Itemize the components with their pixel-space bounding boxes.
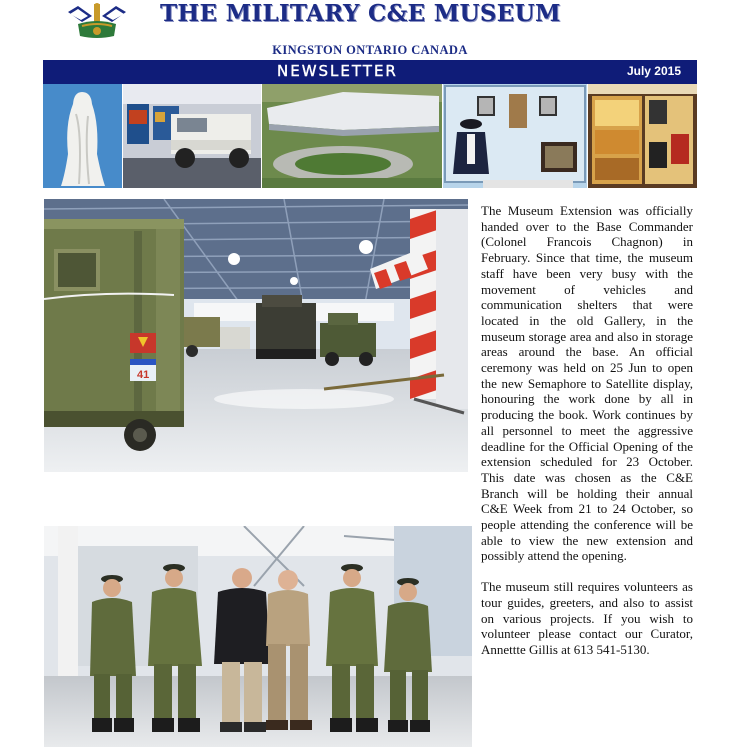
- statue-photo: [43, 84, 122, 188]
- banner-title: NEWSLETTER: [277, 62, 398, 80]
- article-paragraph: The museum still requires volunteers as tour guides, greeters, and also to assist on various projects. If you wish to volunteer please contact our Curator, Annettte Gillis at 613 541-5130.: [481, 579, 693, 657]
- photo-strip: [43, 84, 697, 188]
- uniform-display-photo: [443, 84, 587, 188]
- newsletter-banner: [43, 60, 697, 84]
- article-paragraph: The Museum Extension was officially handed over to the Base Commander (Colonel Francois Chagnon) in February. Since that time, the museum staff have been very busy with the movement of vehicles and communication shelters that were located in the old Gallery, in the museum storage area and also in storage areas around the base. An official ceremony was held on 25 Jun to open the new Semaphore to Satellite display, honouring the work done by all in producing the book. Work continues by all personnel to meet the aggressive deadline for the Official Opening of the extension scheduled for 23 October. This date was chosen as the C&E Branch will be holding their annual C&E Week from 21 to 24 October, so people attending the conference will be able to view the new extension and possibly attend the opening.: [481, 203, 693, 564]
- jeep-display-photo: [123, 84, 261, 188]
- newsletter-article: [481, 203, 693, 673]
- issue-date: July 2015: [626, 64, 681, 78]
- group-photo: [44, 526, 472, 747]
- museum-crest-logo: [64, 2, 130, 40]
- vehicle-number-label: 41: [137, 369, 150, 381]
- display-cabinets-photo: [588, 84, 697, 188]
- exhibition-hall-photo: [44, 199, 468, 472]
- aerial-building-photo: [262, 84, 442, 188]
- location-subtitle: KINGSTON ONTARIO CANADA: [272, 43, 468, 57]
- page-title: THE MILITARY C&E MUSEUM: [160, 0, 561, 27]
